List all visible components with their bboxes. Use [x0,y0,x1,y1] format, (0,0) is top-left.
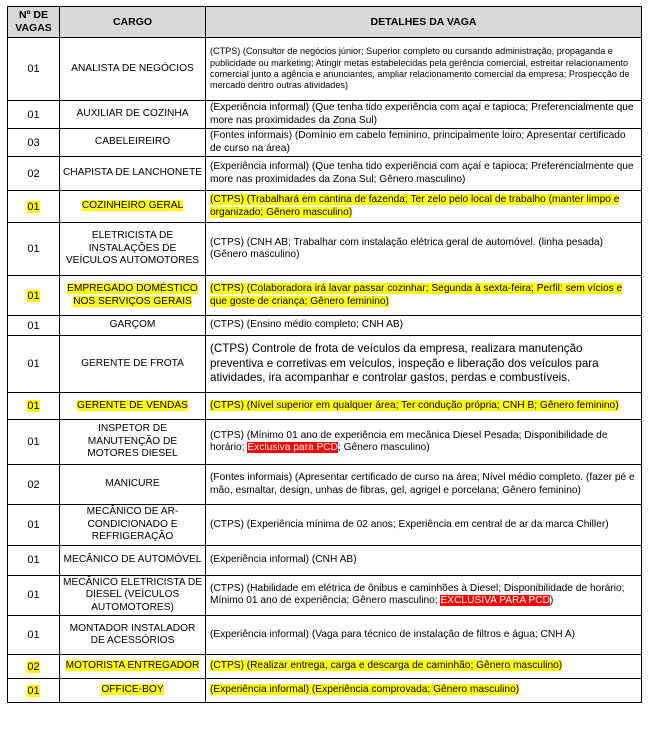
table-row [8,129,642,157]
cargo-title: MECÂNICO ELETRICISTA DE DIESEL (VEÍCULOS AUTOMOTORES) [62,576,203,613]
job-vacancies-table [7,6,642,703]
detalhes-cell [206,101,642,129]
cargo-title: COZINHEIRO GERAL [81,200,184,212]
vaga-count-cell [8,336,60,393]
job-vacancies-table-wrapper [7,6,641,703]
detalhes-text: (Experiência informal) (CNH AB) [210,553,357,565]
table-row [8,679,642,703]
cargo-cell [60,505,206,546]
cargo-title: OFFICE-BOY [101,684,164,696]
vaga-count-cell [8,393,60,420]
vaga-count: 03 [27,136,40,149]
vaga-count-cell [8,655,60,679]
cargo-cell [60,545,206,575]
detalhes-cell [206,129,642,157]
detalhes-cell [206,393,642,420]
detalhes-cell [206,157,642,191]
detalhes-text: ; Gênero masculino) [337,442,430,453]
table-row [8,191,642,223]
cargo-cell [60,101,206,129]
table-row [8,336,642,393]
detalhes-cell [206,655,642,679]
table-row [8,101,642,129]
cargo-cell [60,575,206,616]
vaga-count: 01 [27,289,40,302]
detalhes-text: (CTPS) (Experiência mínima de 02 anos; Experiência em central de ar da marca Chiller) [210,518,609,530]
vaga-count-cell [8,505,60,546]
table-row [8,157,642,191]
detalhes-text: (CTPS) Controle de frota de veículos da empresa, realizara manutenção preventiva e corretivas em veículos, inspeção e liberação dos veículos para atividades, ira acompanhar e controlar gastos, perdas e combustíveis. [210,342,599,385]
vaga-count: 01 [27,629,40,641]
vaga-count: 01 [27,554,40,566]
vaga-count: 02 [27,660,40,673]
cargo-cell [60,191,206,223]
detalhes-text: (CTPS) (CNH AB; Trabalhar com instalação elétrica geral de automóvel. (linha pesada) (Gênero masculino) [210,236,603,260]
cargo-cell [60,157,206,191]
cargo-title: GERENTE DE VENDAS [77,399,188,411]
header-detalhes: DETALHES DA VAGA [206,7,642,38]
detalhes-cell [206,545,642,575]
table-row [8,505,642,546]
cargo-cell [60,420,206,465]
vaga-count-cell [8,223,60,276]
cargo-title: MECÂNICO DE AR-CONDICIONADO E REFRIGERAÇÃO [86,506,179,542]
table-row [8,223,642,276]
detalhes-text: (Fontes informais) (Domínio em cabelo feminino, principalmente loiro; Apresentar certificado de curso na área) [210,130,626,154]
cargo-title: CABELEIREIRO [94,136,171,148]
vaga-count-cell [8,38,60,101]
detalhes-text: (CTPS) (Trabalhará em cantina de fazenda; Ter zelo pelo local de trabalho (manter limpo e organizado; Gênero masculino) [210,194,620,218]
cargo-title: MECÂNICO DE AUTOMÓVEL [63,553,202,565]
pcd-exclusive-tag: EXCLUSIVA PARA PCD [440,595,550,607]
vaga-count-cell [8,420,60,465]
table-row [8,616,642,655]
cargo-cell [60,679,206,703]
detalhes-text: (Experiência informal) (Que tenha tido experiência com açaí e tapioca; Preferencialmente que more nas proximidades da Zona Sul; Gênero masculino) [210,161,634,185]
cargo-title: ANALISTA DE NEGÓCIOS [71,62,194,74]
cargo-cell [60,616,206,655]
table-row [8,38,642,101]
vaga-count: 01 [27,518,40,531]
vaga-count: 02 [27,167,40,180]
cargo-cell [60,316,206,336]
cargo-title: GERENTE DE FROTA [81,357,184,369]
cargo-title: MOTORISTA ENTREGADOR [65,660,200,672]
vaga-count-cell [8,276,60,316]
vaga-count: 01 [27,684,40,697]
vaga-count-cell [8,575,60,616]
table-header-row [8,7,642,38]
detalhes-cell [206,505,642,546]
detalhes-cell [206,420,642,465]
table-row [8,316,642,336]
vaga-count: 01 [27,200,40,213]
cargo-cell [60,38,206,101]
detalhes-cell [206,616,642,655]
detalhes-text: (Experiência informal) (Que tenha tido experiência com açaí e tapioca; Preferencialmente que more nas proximidades da Zona Sul) [210,102,634,126]
detalhes-text: (CTPS) (Nível superior em qualquer área; Ter condução própria; CNH B; Gênero feminino) [210,399,619,411]
vaga-count: 01 [27,319,40,332]
detalhes-cell [206,223,642,276]
cargo-title: EMPREGADO DOMÉSTICO NOS SERVIÇOS GERAIS [67,283,198,307]
vaga-count-cell [8,157,60,191]
cargo-cell [60,276,206,316]
cargo-title: MANICURE [105,478,160,490]
detalhes-cell [206,316,642,336]
detalhes-cell [206,191,642,223]
cargo-cell [60,655,206,679]
detalhes-cell [206,465,642,505]
cargo-cell [60,129,206,157]
vaga-count-cell [8,316,60,336]
detalhes-text: (CTPS) (Consultor de negócios júnior; Superior completo ou cursando administração, propaganda e publicidade ou marketing; Atingir metas estabelecidas pela gerência comercial, estreitar relacionamento comercial junto a agência e anunciantes, ampliar relacionamento comercial da empresa; Prospecção de mercado dentro outras atividades) [210,46,630,91]
vaga-count: 01 [27,108,40,121]
table-row [8,276,642,316]
vaga-count-cell [8,191,60,223]
vaga-count-cell [8,101,60,129]
detalhes-text: (CTPS) (Habilidade em elétrica de ônibus e caminhões à Diesel; Disponibilidade de horário; Mínimo 01 ano de experiência; Gênero masculino; [210,582,625,607]
cargo-title: ELETRICISTA DE INSTALAÇÕES DE VEÍCULOS AUTOMOTORES [65,230,200,267]
cargo-cell [60,393,206,420]
detalhes-text: (Fontes informais) (Apresentar certificado de curso na área; Nível médio completo. (fazer pé e mão, esmaltar, design, unhas de fibras, gel, agrigel e porcelana; Gênero feminino) [210,472,635,496]
cargo-title: CHAPISTA DE LANCHONETE [62,167,203,179]
detalhes-text: (Experiência informal) (Vaga para técnico de instalação de filtros e água; CNH A) [210,628,576,640]
table-row [8,655,642,679]
detalhes-text: (CTPS) (Mínimo 01 ano de experiência em mecânica Diesel Pesada; Disponibilidade de horário; [210,429,608,453]
detalhes-text: (CTPS) (Ensino médio completo; CNH AB) [210,319,404,331]
header-cargo: CARGO [60,7,206,38]
table-row [8,465,642,505]
vaga-count: 01 [27,436,40,448]
vaga-count-cell [8,545,60,575]
vaga-count: 01 [27,63,40,75]
vaga-count-cell [8,465,60,505]
pcd-exclusive-tag: Exclusiva para PCD [247,442,338,453]
table-row [8,393,642,420]
vaga-count: 01 [27,589,40,602]
cargo-title: MONTADOR INSTALADOR DE ACESSÓRIOS [69,622,196,646]
vaga-count: 01 [27,358,40,370]
table-row [8,545,642,575]
cargo-cell [60,336,206,393]
header-num-vagas: Nº DE VAGAS [8,7,60,38]
detalhes-cell [206,336,642,393]
table-row [8,420,642,465]
cargo-cell [60,223,206,276]
vaga-count-cell [8,129,60,157]
vaga-count: 02 [27,478,40,491]
vaga-count-cell [8,616,60,655]
cargo-title: AUXILIAR DE COZINHA [76,108,189,120]
cargo-cell [60,465,206,505]
detalhes-cell [206,679,642,703]
detalhes-text: (Experiência informal) (Experiência comprovada; Gênero masculino) [210,684,520,696]
cargo-title: INSPETOR DE MANUTENÇÃO DE MOTORES DIESEL [87,423,178,460]
table-row [8,575,642,616]
detalhes-cell [206,575,642,616]
cargo-title: GARÇOM [109,319,156,331]
detalhes-text: ) [549,595,554,607]
vaga-count-cell [8,679,60,703]
detalhes-cell [206,38,642,101]
vaga-count: 01 [27,400,40,412]
detalhes-text: (CTPS) (Realizar entrega, carga e descarga de caminhão; Gênero masculino) [210,660,563,672]
detalhes-text: (CTPS) (Colaboradora irá lavar passar cozinhar; Segunda à sexta-feira; Perfil: sem vícios e que goste de criança; Gênero feminino) [210,283,623,307]
detalhes-cell [206,276,642,316]
vaga-count: 01 [27,243,40,255]
